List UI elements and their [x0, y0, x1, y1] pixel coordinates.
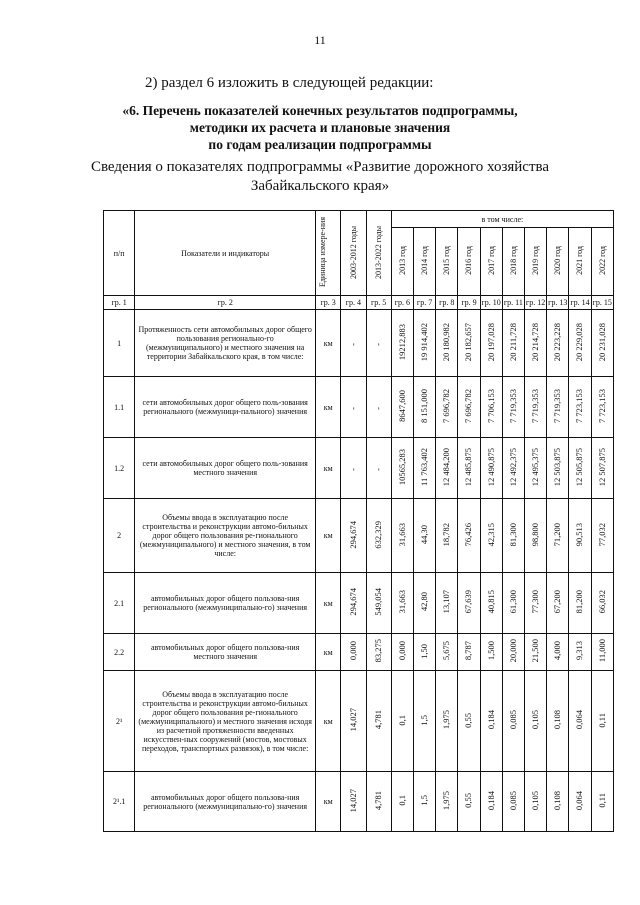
indicator-name: Протяженность сети автомобильных дорог общего пользования регионально-го (межмуниципального) и местного значения на территории Забайкальского края, в том числе: — [135, 310, 316, 377]
group-label: гр. 7 — [413, 296, 435, 310]
year-value: 0,55 — [458, 671, 480, 772]
year-value: 44,30 — [413, 499, 435, 573]
year-value: 19 914,402 — [413, 310, 435, 377]
year-value: 20 229,028 — [569, 310, 591, 377]
header-year: 2018 год — [502, 228, 524, 296]
year-value: 0,11 — [591, 772, 613, 832]
year-value: 76,426 — [458, 499, 480, 573]
year-value: 1,50 — [413, 634, 435, 671]
row-number: 1 — [104, 310, 135, 377]
year-value: 10565,283 — [391, 438, 413, 499]
year-value: 0,55 — [458, 772, 480, 832]
year-value: 5,675 — [436, 634, 458, 671]
amendment-intro: 2) раздел 6 изложить в следующей редакции: — [145, 75, 434, 91]
year-value: 77,032 — [591, 499, 613, 573]
period-2-value: 83,275 — [366, 634, 391, 671]
year-value: 98,800 — [524, 499, 546, 573]
year-value: 0,108 — [547, 772, 569, 832]
year-value: 1,975 — [436, 671, 458, 772]
table-row — [104, 499, 614, 573]
year-value: 81,300 — [502, 499, 524, 573]
year-value: 20 197,028 — [480, 310, 502, 377]
year-value: 1,975 — [436, 772, 458, 832]
unit-cell: км — [316, 573, 341, 634]
period-2-value: 4,781 — [366, 671, 391, 772]
header-year: 2021 год — [569, 228, 591, 296]
group-label: гр. 12 — [524, 296, 546, 310]
year-value: 8647,600 — [391, 377, 413, 438]
year-value: 20 182,657 — [458, 310, 480, 377]
table-row — [104, 310, 614, 377]
year-value: 71,200 — [547, 499, 569, 573]
table-row — [104, 438, 614, 499]
row-number: 2.1 — [104, 573, 135, 634]
year-value: 12 503,875 — [547, 438, 569, 499]
group-label: гр. 4 — [341, 296, 366, 310]
header-year: 2019 год — [524, 228, 546, 296]
group-label: гр. 6 — [391, 296, 413, 310]
header-pp: п/п — [104, 211, 135, 296]
year-value: 7 723,153 — [569, 377, 591, 438]
table-row — [104, 671, 614, 772]
year-value: 0,105 — [524, 671, 546, 772]
row-number: 1.1 — [104, 377, 135, 438]
unit-cell: км — [316, 438, 341, 499]
indicator-name: Объемы ввода в эксплуатацию после строительства и реконструкции автомо-бильных дорог общего пользования ре-гионального (межмуниципального) и местного значения, в том числе: — [135, 499, 316, 573]
group-label: гр. 11 — [502, 296, 524, 310]
period-2-value: - — [366, 377, 391, 438]
period-2-value: 4,781 — [366, 772, 391, 832]
section-title-line-2: методики их расчета и плановые значения — [189, 120, 451, 135]
period-2-value: 549,054 — [366, 573, 391, 634]
year-value: 12 505,875 — [569, 438, 591, 499]
period-1-value: 14,027 — [341, 772, 366, 832]
year-value: 0,064 — [569, 671, 591, 772]
group-label: гр. 15 — [591, 296, 613, 310]
group-label: гр. 9 — [458, 296, 480, 310]
year-value: 0,000 — [391, 634, 413, 671]
unit-cell: км — [316, 772, 341, 832]
group-label: гр. 14 — [569, 296, 591, 310]
year-value: 19212,883 — [391, 310, 413, 377]
group-label: гр. 3 — [316, 296, 341, 310]
unit-cell: км — [316, 377, 341, 438]
year-value: 7 706,153 — [480, 377, 502, 438]
year-value: 67,200 — [547, 573, 569, 634]
subtitle-line-1: Сведения о показателях подпрограммы «Развитие дорожного хозяйства — [90, 159, 550, 175]
year-value: 20 180,982 — [436, 310, 458, 377]
header-unit: Единица измере-ния — [316, 211, 341, 296]
year-value: 42,315 — [480, 499, 502, 573]
year-value: 90,513 — [569, 499, 591, 573]
table-row — [104, 573, 614, 634]
header-year: 2015 год — [436, 228, 458, 296]
period-2-value: 632,329 — [366, 499, 391, 573]
period-2-value: - — [366, 310, 391, 377]
year-value: 8 151,000 — [413, 377, 435, 438]
year-value: 12 492,375 — [502, 438, 524, 499]
unit-cell: км — [316, 634, 341, 671]
year-value: 12 484,200 — [436, 438, 458, 499]
header-period-2: 2013-2022 годы — [366, 211, 391, 296]
year-value: 0,105 — [524, 772, 546, 832]
subtitle-line-2: Забайкальского края» — [250, 178, 390, 194]
table-row — [104, 634, 614, 671]
year-value: 77,300 — [524, 573, 546, 634]
header-year: 2022 год — [591, 228, 613, 296]
year-value: 20 214,728 — [524, 310, 546, 377]
header-year: 2013 год — [391, 228, 413, 296]
section-title-line-3: по годам реализации подпрограммы — [208, 137, 432, 152]
header-year: 2016 год — [458, 228, 480, 296]
year-value: 1,5 — [413, 772, 435, 832]
year-value: 12 507,875 — [591, 438, 613, 499]
year-value: 12 495,375 — [524, 438, 546, 499]
year-value: 67,639 — [458, 573, 480, 634]
group-label: гр. 13 — [547, 296, 569, 310]
table-row — [104, 772, 614, 832]
year-value: 66,032 — [591, 573, 613, 634]
group-label-row — [104, 296, 614, 310]
period-1-value: - — [341, 438, 366, 499]
group-label: гр. 2 — [135, 296, 316, 310]
year-value: 21,500 — [524, 634, 546, 671]
indicators-table — [103, 210, 614, 832]
indicator-name: сети автомобильных дорог общего поль-зования регионального (межмуници-пального) значения — [135, 377, 316, 438]
year-value: 0,064 — [569, 772, 591, 832]
year-value: 0,11 — [591, 671, 613, 772]
row-number: 1.2 — [104, 438, 135, 499]
year-value: 40,815 — [480, 573, 502, 634]
year-value: 81,200 — [569, 573, 591, 634]
year-value: 1,5 — [413, 671, 435, 772]
year-value: 20 211,728 — [502, 310, 524, 377]
section-title-line-1: «6. Перечень показателей конечных результатов подпрограммы, — [122, 103, 518, 118]
indicator-name: автомобильных дорог общего пользова-ния местного значения — [135, 634, 316, 671]
year-value: 18,782 — [436, 499, 458, 573]
row-number: 2 — [104, 499, 135, 573]
year-value: 1,500 — [480, 634, 502, 671]
period-2-value: - — [366, 438, 391, 499]
year-value: 13,107 — [436, 573, 458, 634]
table-row — [104, 377, 614, 438]
year-value: 0,1 — [391, 772, 413, 832]
year-value: 8,787 — [458, 634, 480, 671]
year-value: 4,000 — [547, 634, 569, 671]
year-value: 0,1 — [391, 671, 413, 772]
year-value: 31,663 — [391, 573, 413, 634]
header-indicator: Показатели и индикаторы — [135, 211, 316, 296]
group-label: гр. 10 — [480, 296, 502, 310]
header-year: 2014 год — [413, 228, 435, 296]
group-label: гр. 5 — [366, 296, 391, 310]
year-value: 20 231,028 — [591, 310, 613, 377]
period-1-value: - — [341, 377, 366, 438]
year-value: 7 719,353 — [524, 377, 546, 438]
year-value: 12 490,875 — [480, 438, 502, 499]
header-year: 2020 год — [547, 228, 569, 296]
year-value: 0,085 — [502, 772, 524, 832]
indicator-name: Объемы ввода в эксплуатацию после строительства и реконструкции автомо-бильных дорог общего пользования ре-гионального (межмуниципального) и местного значения исходя из расчетной протяженности введенных искусствен-ных сооружений (мостов, мостовых переходов, транспортных развязок), в том числе: — [135, 671, 316, 772]
header-period-1: 2003-2012 годы — [341, 211, 366, 296]
header-in-total: в том числе: — [391, 211, 613, 228]
period-1-value: 294,674 — [341, 499, 366, 573]
indicator-name: автомобильных дорог общего пользова-ния регионального (межмуниципально-го) значения — [135, 772, 316, 832]
year-value: 20,000 — [502, 634, 524, 671]
year-value: 11,000 — [591, 634, 613, 671]
period-1-value: 14,027 — [341, 671, 366, 772]
row-number: 2¹ — [104, 671, 135, 772]
unit-cell: км — [316, 499, 341, 573]
year-value: 61,300 — [502, 573, 524, 634]
group-label: гр. 8 — [436, 296, 458, 310]
indicator-name: автомобильных дорог общего пользова-ния регионального (межмуниципально-го) значения — [135, 573, 316, 634]
year-value: 7 719,353 — [502, 377, 524, 438]
indicator-name: сети автомобильных дорог общего поль-зования местного значения — [135, 438, 316, 499]
year-value: 7 723,153 — [591, 377, 613, 438]
year-value: 42,80 — [413, 573, 435, 634]
year-value: 31,663 — [391, 499, 413, 573]
year-value: 11 763,402 — [413, 438, 435, 499]
year-value: 20 223,228 — [547, 310, 569, 377]
year-value: 7 696,782 — [458, 377, 480, 438]
row-number: 2.2 — [104, 634, 135, 671]
period-1-value: - — [341, 310, 366, 377]
unit-cell: км — [316, 671, 341, 772]
year-value: 0,184 — [480, 671, 502, 772]
period-1-value: 294,674 — [341, 573, 366, 634]
group-label: гр. 1 — [104, 296, 135, 310]
period-1-value: 0,000 — [341, 634, 366, 671]
header-year: 2017 год — [480, 228, 502, 296]
year-value: 9,313 — [569, 634, 591, 671]
year-value: 0,108 — [547, 671, 569, 772]
year-value: 12 485,875 — [458, 438, 480, 499]
year-value: 0,184 — [480, 772, 502, 832]
year-value: 7 696,782 — [436, 377, 458, 438]
year-value: 7 719,353 — [547, 377, 569, 438]
year-value: 0,085 — [502, 671, 524, 772]
row-number: 2¹.1 — [104, 772, 135, 832]
page-number: 11 — [314, 33, 326, 47]
unit-cell: км — [316, 310, 341, 377]
